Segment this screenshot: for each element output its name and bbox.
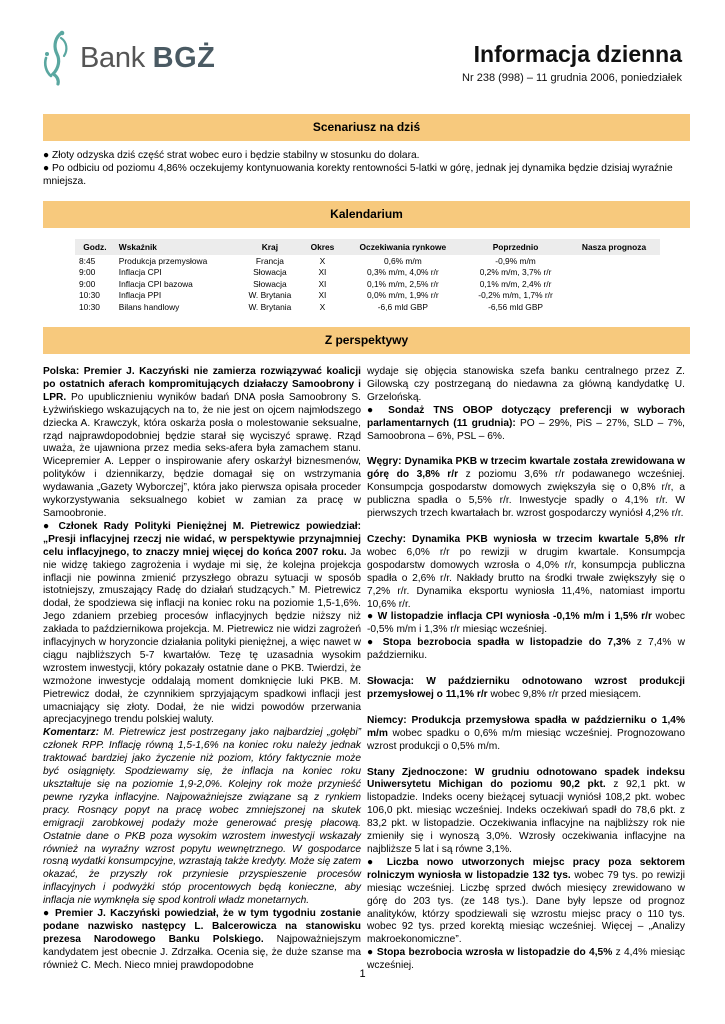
paragraph [43,366,361,521]
table-cell: 0,1% m/m, 2,4% r/r [479,278,552,289]
table-cell: XI [318,290,327,301]
table-cell [568,301,660,313]
paragraph-text: z 92,1 pkt. w listopadzie. Indeks oceny bieżącej sytuacji wyniósł 108,2 pkt. wobec 106,0 pkt. miesiąc wcześniej. Indeks oczekiwań spadł do 78,6 pkt. z 83,2 pkt. w listopadzie. Oczekiwania inflacyjne na najbliższy rok nie zmieniły się i wynoszą 3,0%. Wzrosły oczekiwania inflacyjne na najbliższe 5 lat i są równe 3,1%. [367,779,685,855]
scenario-list [43,149,690,188]
paragraph [367,366,685,405]
table-cell [568,267,660,279]
paragraph [43,521,361,728]
paragraph-lead: ● Liczba nowo utworzonych miejsc pracy poza sektorem rolniczym wyniosła w listopadzie 132 tys. [367,856,685,881]
spacer [367,754,685,767]
paragraph-text: z 7,4% w październiku. [367,637,685,662]
table-cell: 0,2% m/m, 3,7% r/r [479,267,552,278]
table-cell: Słowacja [253,278,287,289]
paragraph-text: wobec 79 tys. po rewizji miesiąc wcześniej. Liczbę sprzed dwóch miesięcy zrewidowano w górę do 203 tys. (ze 148 tys.). Dane były lepsze od prognoz analityków, którzy spodziewali się wzrostu miejsc pracy o 110 tys. wobec 92 tys. przed korektą miesiąc wcześniej. Więcej – „Analizy makroekonomiczne”. [367,869,685,946]
calendar-table [75,239,660,313]
table-cell: 8:45 [79,255,96,266]
paragraph [367,767,685,857]
table-cell: W. Brytania [248,290,292,301]
spacer [367,702,685,715]
paragraph-lead: ● Sondaż TNS OBOP dotyczący preferencji w wyborach parlamentarnych (11 grudnia): [367,404,685,429]
table-cell [568,278,660,290]
paragraph [367,456,685,521]
paragraph-text: wydaje się objęcia stanowiska szefa banku centralnego przez Z. Gilowską czy postrzeganą do niedawna za główną kandydatkę U. Grzelońską. [367,366,685,403]
paragraph-text: Najpoważniejszym kandydatem jest obecnie J. Zdrzałka. Ocenia się, że duże szanse ma również C. Mech. Nieco mniej prawdopodobne [43,933,361,971]
spacer [367,521,685,534]
table-row [75,301,660,313]
document-title: Informacja dzienna [473,41,682,67]
paragraph-text: wobec 6,0% r/r po rewizji w drugim kwartale. Konsumpcja gospodarstw domowych wzrosła o 4,0% r/r, konsumpcja publiczna spadła o 2,6% r/r. Nakłady brutto na środki trwałe zwiększyły się o 7,2% r/r. Dynamika eksportu wyniosła 11,4%, natomiast importu 10,6% r/r. [367,546,685,610]
table-cell: 0,0% m/m, 1,9% r/r [367,290,439,301]
paragraph-text: M. Pietrewicz jest postrzegany jako najbardziej „gołębi” członek RPP. Inflację równą 1,5-1,6% na koniec roku należy jednak traktować bardziej jako życzenie niż poziom, który faktycznie może być osiągnięty. Spodziewamy się, że inflacja na koniec roku ukształtuje się na poziomie 1,9-2,0%. Kolejny rok może przynieść pewne ryzyka inflacyjne. Najpoważniejsze związane są z rynkiem pracy. Rosnący popyt na pracę wobec zmniejszonej na skutek emigracji zarobkowej podaży może generować presję płacową. Ostatnie dane o PKB poza wysokim wzrostem inwestycji wskazały również na wyraźny wzrost popytu wewnętrznego. W gospodarce rosną wydatki konsumpcyjne, wzrastają także kredyty. Może się zatem okazać, że przyszły rok przyniesie przyspieszenie procesów inflacyjnych i podwyżki stóp procentowych będą konieczne, aby inflacja nie wymknęła się spod kontroli władz monetarnych. [43,727,362,907]
column-header: Oczekiwania rynkowe [343,239,463,255]
table-cell: 0,1% m/m, 2,5% r/r [367,278,439,289]
table-row [75,290,660,302]
table-row [75,278,660,290]
column-header: Wskaźnik [115,239,238,255]
column-header: Nasza prognoza [568,239,660,255]
column-header: Okres [302,239,342,255]
table-cell: Inflacja CPI bazowa [118,278,193,289]
paragraph-lead: ● Premier J. Kaczyński powiedział, że w tym tygodniu zostanie podane nazwisko następcy L. Balcerowicza na stanowisku prezesa Narodowego Banku Polskiego. [43,908,361,945]
paragraph-lead: Czechy: Dynamika PKB wyniosła w trzecim kwartale 5,8% r/r [367,533,685,545]
paragraph-lead: Stany Zjednoczone: W grudniu odnotowano spadek indeksu Uniwersytetu Michigan do poziomu 90,2 pkt. [367,766,685,791]
table-row [75,267,660,279]
column-header: Kraj [238,239,303,255]
scenario-item: ● Złoty odzyska dziś część strat wobec euro i będzie stabilny w stosunku do dolara. [43,150,420,161]
paragraph-lead: Polska: Premier J. Kaczyński nie zamierza rozwiązywać koalicji po ostatnich aferach kompromitujących działaczy Samoobrony i LPR. [43,366,361,403]
paragraph-lead: Słowacja: W październiku odnotowano wzrost produkcji przemysłowej o 11,1% r/r [367,676,685,700]
paragraph [367,857,685,947]
paragraph-text: z poziomu 3,6% r/r podawanego wcześniej. Konsumpcja gospodarstw domowych zwiększyła się o 0,8% r/r, a publiczna spadła o 5,5% r/r. Inwestycje spadły o 4,1% r/r. W pierwszych trzech kwartałach br. wzrost gospodarczy wyniósł 4,2% r/r. [367,469,685,520]
table-cell: 0,6% m/m [383,255,422,266]
table-cell: Inflacja CPI [118,267,162,278]
table-cell: W. Brytania [248,301,292,312]
paragraph-lead: ● W listopadzie inflacja CPI wyniosła -0,1% m/m i 1,5% r/r [367,611,652,623]
issue-info: Nr 238 (998) – 11 grudnia 2006, poniedziałek [462,72,682,84]
table-cell: XI [318,267,327,278]
paragraph-text: wobec -0,5% m/m i 1,3% r/r miesiąc wcześniej. [367,611,686,636]
table-cell: 9:00 [79,278,96,289]
bank-logo [40,30,215,86]
paragraph-text: Po upublicznieniu wyników badań DNA posła Samoobrony S. Łyżwińskiego wskazujących na to, że nie jest on ojcem najmłodszego dziecka A. Krawczyk, która oskarża posła o molestowanie seksualne, rząd najprawdopodobniej będzie starał się wyciszyć sprawę. Rząd uważa, że ujawniona przez media seks-afera była zamachem stanu. Wicepremier A. Lepper o inspirowanie afery oskarżył biznesmenów, polityków i dziennikarzy, będzie domagał się on wstrzymania wydawania „Gazety Wyborczej”, która jako pierwsza opisała proceder wykorzystywania seksualnego kobiet w zamian za pracę w Samoobronie. [43,391,361,519]
table-row [75,255,660,267]
table-cell [568,255,660,267]
paragraph [367,676,685,702]
spacer [367,663,685,676]
logo-text: Bank [80,41,145,74]
paragraph [367,611,685,637]
paragraph-lead: ● Stopa bezrobocia wzrosła w listopadzie do 4,5% [367,947,613,959]
paragraph [367,637,685,663]
table-cell [568,290,660,302]
paragraph-text: wobec 9,8% r/r przed miesiącem. [487,688,642,700]
table-cell: -0,9% m/m [495,255,536,266]
paragraph-lead: Węgry: Dynamika PKB w trzecim kwartale została zrewidowana w górę do 3,8% r/r [367,456,685,481]
section-header-calendar: Kalendarium [43,201,690,228]
spacer [367,443,685,456]
paragraph-lead: ● Członek Rady Polityki Pieniężnej M. Pietrewicz powiedział: „Presji inflacyjnej rzeczj nie widać, w perspektywie przynajmniej celu inflacyjnego, to znaczy mniej więcej do końca 2007 roku. [43,520,361,558]
paragraph [367,715,685,754]
article-column-right [367,366,685,973]
paragraph-lead: Komentarz: [43,727,100,739]
page-number: 1 [359,968,366,980]
table-cell: Słowacja [253,267,287,278]
table-cell: X [319,255,326,266]
table-cell: 0,3% m/m, 4,0% r/r [367,267,439,278]
paragraph-lead: ● Stopa bezrobocia spadła w listopadzie do 7,3% [367,637,631,649]
table-cell: X [319,301,326,312]
table-header-row [75,239,660,255]
table-cell: -6,56 mld GBP [488,301,543,312]
paragraph [367,405,685,444]
table-cell: 9:00 [79,267,96,278]
table-cell: -0,2% m/m, 1,7% r/r [478,290,553,301]
table-cell: 10:30 [79,290,100,301]
section-header-perspective: Z perspektywy [43,327,690,354]
table-cell: Inflacja PPI [118,290,162,301]
table-cell: Bilans handlowy [118,301,180,312]
paragraph-text: PO – 29%, PiS – 27%, SLD – 7%, Samoobrona – 6%, PSL – 6%. [367,417,686,442]
commentary-paragraph [43,727,361,908]
table-cell: Francja [255,255,284,266]
table-cell: 10:30 [79,301,100,312]
paragraph-lead: Niemcy: Produkcja przemysłowa spadła w październiku o 1,4% m/m [367,714,685,739]
article-column-left [43,366,361,973]
table-cell: Produkcja przemysłowa [118,255,208,266]
column-header: Godz. [75,239,115,255]
paragraph-text: z 4,4% miesiąc wcześniej. [367,947,685,972]
section-header-scenario: Scenariusz na dziś [43,114,690,141]
paragraph [43,908,361,973]
paragraph-text: wobec spadku o 0,6% m/m miesiąc wcześniej. Prognozowano wzrost produkcji o 0,5% m/m. [367,727,685,752]
logo-brand: BGŻ [152,41,216,74]
scenario-item: ● Po odbiciu od poziomu 4,86% oczekujemy kontynuowania korekty rentowności 5-latki w górę, jednak jej dynamika będzie dzisiaj wyraźnie mniejsza. [43,163,673,187]
table-cell: -6,6 mld GBP [377,301,428,312]
column-header: Poprzednio [463,239,568,255]
paragraph-text: Ja nie widzę takiego zagrożenia i wydaje mi się, że kolejna projekcja inflacji nie powinna zmienić przyszłego obrazu sytuacji w sposób istotniejszy, zmuszający Radę do działań studzących.” M. Pietrewicz dodał, że spodziewa się inflacji na koniec roku na poziomie 1,5-1,6%. Jego zdaniem przebieg procesów inflacyjnych będzie niższy niż zakłada to październikowa projekcja. M. Pietrewicz nie widzi zagrożeń inflacyjnych w horyzoncie działania polityki pieniężnej, a więc nawet w ciągu najbliższych 5-7 kwartałów. Tezę tę uzasadnia wysokim wzrostem inwestycji, który pokazały ostatnie dane o PKB. Twierdzi, że wzmożone inwestycje oddalają moment domknięcie luki PKB. M. Pietrewicz dodał, że czynnikiem sprzyjającym spadkowi inflacji jest umacniający się złoty. Dodał, że nie widzi powodów przerwania aprecjacyjnego trendu polskiej waluty. [43,546,361,726]
bank-logo-icon [40,30,76,86]
paragraph [367,534,685,611]
table-cell: XI [318,278,327,289]
